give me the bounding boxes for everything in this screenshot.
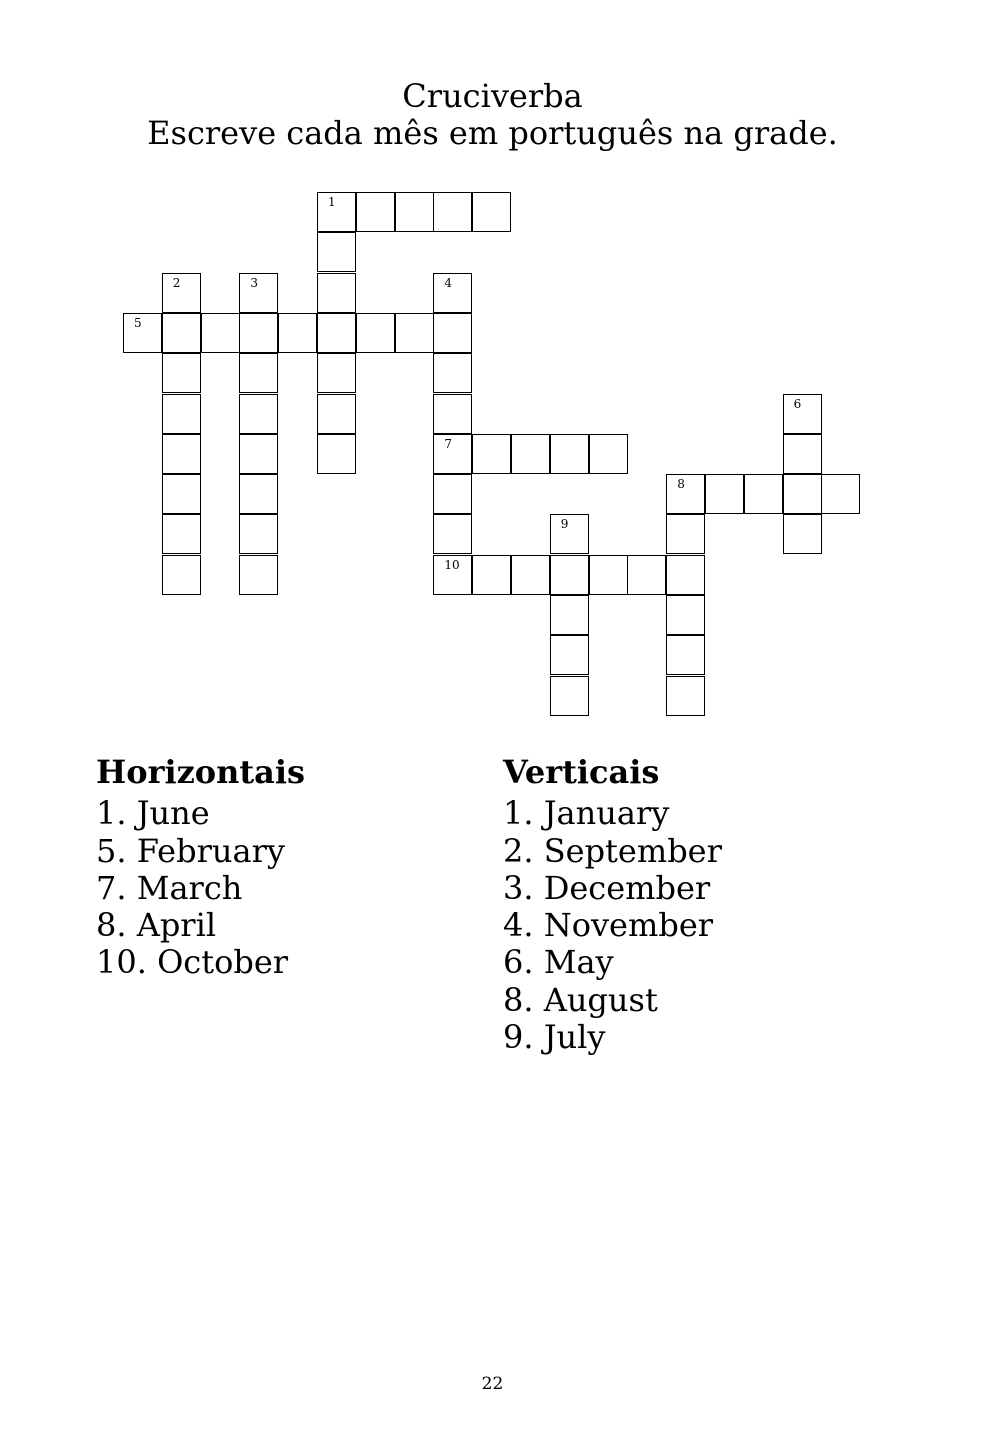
crossword-cell[interactable] [589,434,628,474]
clue-number: 10 [444,557,460,572]
across-clue: 7. March [96,868,243,907]
crossword-cell[interactable] [472,434,511,474]
crossword-cell[interactable] [433,474,472,514]
crossword-cell[interactable] [162,474,201,514]
crossword-cell[interactable] [162,313,201,353]
crossword-cell[interactable] [278,313,317,353]
crossword-cell[interactable] [783,474,822,514]
clue-number: 5 [134,315,142,330]
crossword-cell[interactable] [317,192,356,232]
crossword-cell[interactable] [162,394,201,434]
crossword-cell[interactable] [666,474,705,514]
across-clue: 8. April [96,906,217,945]
down-clue: 9. July [503,1018,606,1057]
crossword-cell[interactable] [666,514,705,554]
down-heading: Verticais [503,753,660,791]
across-heading: Horizontais [96,753,306,791]
crossword-cell[interactable] [550,434,589,474]
clue-number: 9 [560,517,569,532]
instruction-text: Escreve cada mês em português na grade. [147,114,838,152]
crossword-cell[interactable] [472,555,511,595]
crossword-cell[interactable] [317,353,356,393]
crossword-cell[interactable] [550,595,589,635]
crossword-cell[interactable] [239,394,278,434]
crossword-cell[interactable] [666,555,705,595]
crossword-cell[interactable] [433,555,472,595]
crossword-cell[interactable] [239,273,278,313]
crossword-cell[interactable] [783,434,822,474]
crossword-cell[interactable] [589,555,628,595]
crossword-cell[interactable] [472,192,511,232]
crossword-cell[interactable] [395,313,434,353]
page-number: 22 [481,1374,504,1394]
crossword-cell[interactable] [239,555,278,595]
crossword-cell[interactable] [356,313,395,353]
crossword-cell[interactable] [433,192,472,232]
crossword-cell[interactable] [433,273,472,313]
across-clues [96,754,305,982]
crossword-cell[interactable] [705,474,744,514]
down-clue: 1. January [503,794,670,833]
clue-number: 7 [444,436,453,451]
crossword-cell[interactable] [433,353,472,393]
clue-number: 2 [172,275,181,290]
crossword-cell[interactable] [317,313,356,353]
across-clue: 10. October [96,943,289,982]
crossword-cell[interactable] [317,273,356,313]
page-title: Cruciverba [402,77,583,115]
crossword-cell[interactable] [317,232,356,272]
crossword-cell[interactable] [550,514,589,554]
down-clue: 3. December [503,868,711,907]
crossword-cell[interactable] [433,434,472,474]
clue-number: 6 [793,396,802,411]
crossword-cell[interactable] [162,273,201,313]
crossword-cell[interactable] [317,434,356,474]
crossword-cell[interactable] [123,313,162,353]
crossword-cell[interactable] [433,514,472,554]
crossword-cell[interactable] [162,353,201,393]
across-clue: 5. February [96,831,285,870]
crossword-cell[interactable] [550,555,589,595]
clue-number: 1 [328,195,336,209]
down-clues [503,754,722,1056]
crossword-cell[interactable] [395,192,434,232]
crossword-cell[interactable] [550,635,589,675]
crossword-cell[interactable] [162,434,201,474]
crossword-cell[interactable] [783,514,822,554]
crossword-cell[interactable] [317,394,356,434]
crossword-cell[interactable] [627,555,666,595]
crossword-cell[interactable] [239,353,278,393]
down-clue: 8. August [503,980,658,1019]
clue-number: 4 [444,275,453,290]
crossword-cell[interactable] [201,313,240,353]
crossword-cell[interactable] [511,434,550,474]
crossword-cell[interactable] [511,555,550,595]
crossword-cell[interactable] [821,474,860,514]
crossword-cell[interactable] [744,474,783,514]
crossword-cell[interactable] [666,595,705,635]
down-clue: 2. September [503,831,722,870]
clue-number: 8 [677,477,685,492]
crossword-cell[interactable] [356,192,395,232]
crossword-cell[interactable] [162,514,201,554]
crossword-cell[interactable] [239,313,278,353]
crossword-cell[interactable] [666,635,705,675]
crossword-cell[interactable] [239,434,278,474]
across-clue: 1. June [96,794,210,833]
crossword-cell[interactable] [433,313,472,353]
crossword-cell[interactable] [162,555,201,595]
crossword-cell[interactable] [783,394,822,434]
crossword-cell[interactable] [550,676,589,716]
down-clue: 4. November [503,906,714,945]
down-clue: 6. May [503,943,614,982]
crossword-cell[interactable] [666,676,705,716]
crossword-cell[interactable] [239,474,278,514]
crossword-cell[interactable] [433,394,472,434]
clue-number: 3 [250,275,259,290]
crossword-cell[interactable] [239,514,278,554]
